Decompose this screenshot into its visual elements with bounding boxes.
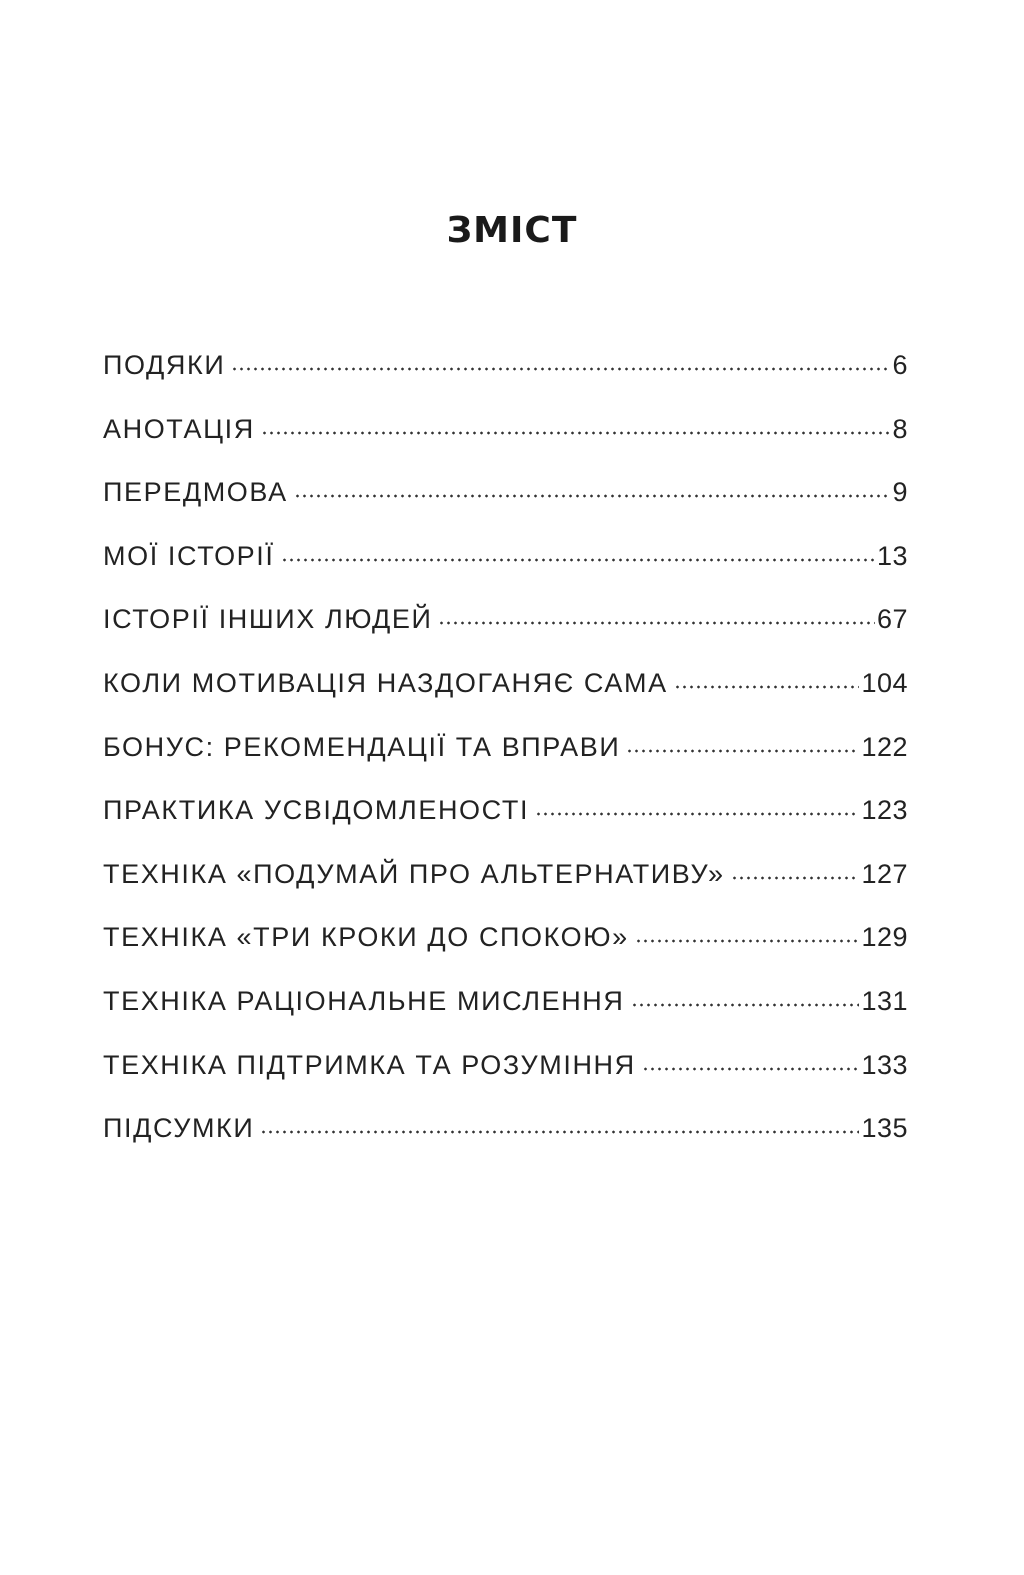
toc-entry-annotation[interactable]: [103, 406, 908, 470]
toc-entry-summary[interactable]: [103, 1105, 908, 1169]
toc-entry-page-number: 9: [892, 477, 908, 508]
toc-entry-my-stories[interactable]: [103, 533, 908, 597]
toc-entry-rational-thinking-technique[interactable]: [103, 978, 908, 1042]
toc-entry-label: ТЕХНІКА РАЦІОНАЛЬНЕ МИСЛЕННЯ: [103, 985, 625, 1016]
dot-leader: [642, 1065, 860, 1073]
toc-entry-other-peoples-stories[interactable]: [103, 596, 908, 660]
toc-entry-label: ІСТОРІЇ ІНШИХ ЛЮДЕЙ: [103, 604, 433, 635]
toc-entry-page-number: 67: [876, 604, 908, 635]
dot-leader: [631, 1001, 860, 1009]
toc-entry-label: ПІДСУМКИ: [103, 1113, 255, 1144]
dot-leader: [261, 429, 891, 437]
toc-entry-page-number: 131: [861, 985, 908, 1016]
dot-leader: [535, 810, 859, 818]
toc-entry-mindfulness-practice[interactable]: [103, 787, 908, 851]
dot-leader: [438, 619, 874, 627]
toc-entry-alternative-technique[interactable]: [103, 851, 908, 915]
toc-entry-page-number: 122: [861, 731, 908, 762]
dot-leader: [231, 365, 890, 373]
toc-entry-preface[interactable]: [103, 469, 908, 533]
toc-entry-label: ТЕХНІКА «ПОДУМАЙ ПРО АЛЬТЕРНАТИВУ»: [103, 858, 725, 889]
dot-leader: [626, 747, 859, 755]
dot-leader: [674, 683, 860, 691]
toc-entry-page-number: 127: [861, 858, 908, 889]
toc-entry-three-steps-technique[interactable]: [103, 914, 908, 978]
toc-entry-page-number: 123: [861, 795, 908, 826]
toc-entry-label: ТЕХНІКА «ТРИ КРОКИ ДО СПОКОЮ»: [103, 922, 629, 953]
toc-entry-page-number: 8: [892, 413, 908, 444]
dot-leader: [294, 492, 891, 500]
table-of-contents: [103, 342, 908, 1169]
toc-entry-acknowledgements[interactable]: [103, 342, 908, 406]
toc-entry-motivation[interactable]: [103, 660, 908, 724]
toc-entry-page-number: 6: [892, 350, 908, 380]
dot-leader: [635, 937, 860, 945]
toc-entry-label: ПРАКТИКА УСВІДОМЛЕНОСТІ: [103, 795, 530, 826]
toc-entry-label: БОНУС: РЕКОМЕНДАЦІЇ ТА ВПРАВИ: [103, 731, 621, 762]
toc-entry-label: ПЕРЕДМОВА: [103, 477, 288, 508]
toc-entry-page-number: 135: [861, 1113, 908, 1144]
dot-leader: [281, 556, 875, 564]
dot-leader: [260, 1128, 859, 1136]
toc-entry-label: КОЛИ МОТИВАЦІЯ НАЗДОГАНЯЄ САМА: [103, 667, 668, 698]
toc-entry-label: ПОДЯКИ: [103, 350, 226, 380]
toc-entry-label: МОЇ ІСТОРІЇ: [103, 540, 275, 571]
dot-leader: [731, 874, 860, 882]
toc-entry-page-number: 13: [876, 540, 908, 571]
toc-entry-page-number: 129: [861, 922, 908, 953]
toc-entry-bonus[interactable]: [103, 724, 908, 788]
page-title: ЗМІСТ: [446, 210, 578, 252]
toc-entry-label: ТЕХНІКА ПІДТРИМКА ТА РОЗУМІННЯ: [103, 1049, 636, 1080]
toc-entry-page-number: 104: [861, 667, 908, 698]
toc-entry-support-technique[interactable]: [103, 1042, 908, 1106]
toc-entry-page-number: 133: [861, 1049, 908, 1080]
toc-entry-label: АНОТАЦІЯ: [103, 413, 255, 444]
